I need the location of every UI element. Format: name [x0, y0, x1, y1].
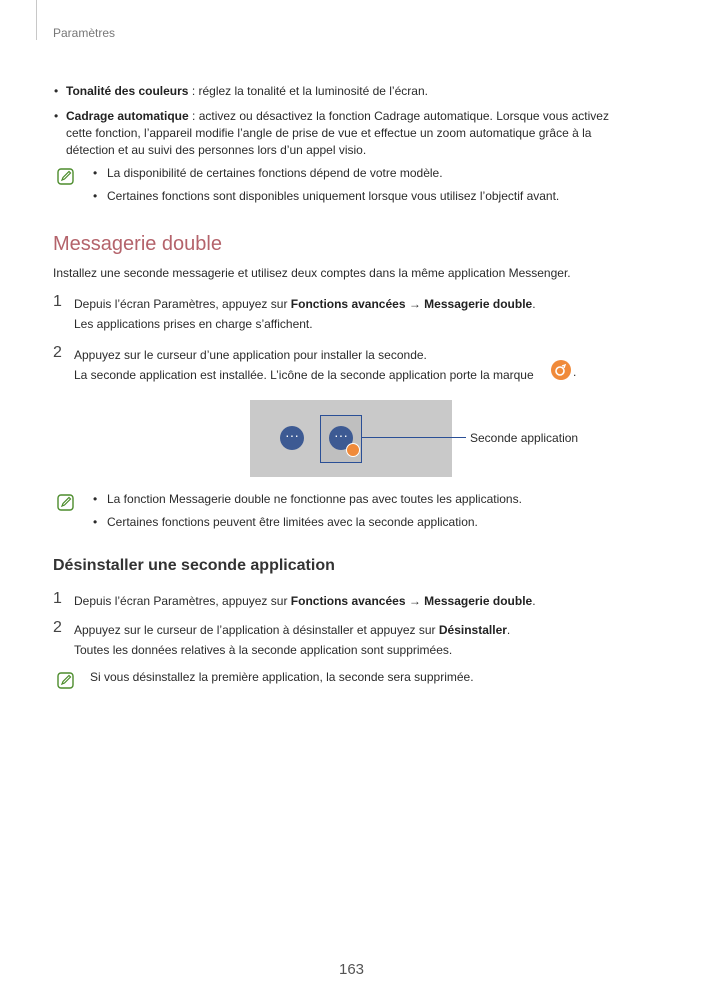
section-title: Messagerie double — [53, 233, 222, 255]
note-item: • La fonction Messagerie double ne fonctionne pas avec toutes les applications. — [93, 492, 522, 506]
section-intro: Installez une seconde messagerie et utilisez deux comptes dans la même application Messenger. — [53, 266, 571, 280]
second-messenger-app-icon: ··· — [329, 426, 353, 450]
note-text: Si vous désinstallez la première application, la seconde sera supprimée. — [90, 670, 474, 684]
note-item: • Certaines fonctions peuvent être limitées avec la seconde application. — [93, 515, 478, 529]
header-divider — [36, 0, 37, 40]
step-number: 2 — [53, 344, 62, 361]
step-number: 2 — [53, 619, 62, 636]
step-text: Depuis l’écran Paramètres, appuyez sur Fonctions avancées → Messagerie double. Les applications prises en charge s’affichent. — [74, 297, 536, 331]
step-number: 1 — [53, 293, 62, 310]
page-header: Paramètres — [53, 26, 116, 40]
note-icon — [57, 494, 74, 511]
figure-callout: Seconde application — [470, 431, 579, 445]
bullet-item: • Tonalité des couleurs : réglez la tonalité et la luminosité de l’écran. — [54, 84, 428, 98]
step-text: Appuyez sur le curseur d’une application pour installer la seconde. La seconde application est installée. L’icône de la seconde application porte la marque — [74, 348, 534, 382]
second-app-badge-icon — [346, 443, 360, 457]
page-number: 163 — [338, 961, 365, 978]
note-item: • Certaines fonctions sont disponibles uniquement lorsque vous utilisez l’objectif avant. — [93, 189, 560, 203]
callout-line — [362, 437, 466, 438]
note-icon — [57, 672, 74, 689]
step-number: 1 — [53, 590, 62, 607]
step-text: Appuyez sur le curseur de l’application à désinstaller et appuyez sur Désinstaller. Toutes les données relatives à la seconde application sont supprimées. — [74, 623, 511, 657]
bullet-item: • Cadrage automatique : activez ou désactivez la fonction Cadrage automatique. Lorsque vous activez cette fonction, l’appareil modifie l’angle de prise de vue et effectue un zoom automatique grâce à la détection et au suivi des personnes lors d’un appel visio. — [54, 109, 609, 157]
messenger-app-icon: ··· — [280, 426, 304, 450]
dual-messenger-badge-icon — [551, 360, 571, 380]
note-item: • La disponibilité de certaines fonctions dépend de votre modèle. — [93, 166, 443, 180]
step-text: Depuis l’écran Paramètres, appuyez sur Fonctions avancées → Messagerie double. — [74, 594, 536, 608]
note-icon — [57, 168, 74, 185]
subsection-title: Désinstaller une seconde application — [53, 557, 335, 574]
